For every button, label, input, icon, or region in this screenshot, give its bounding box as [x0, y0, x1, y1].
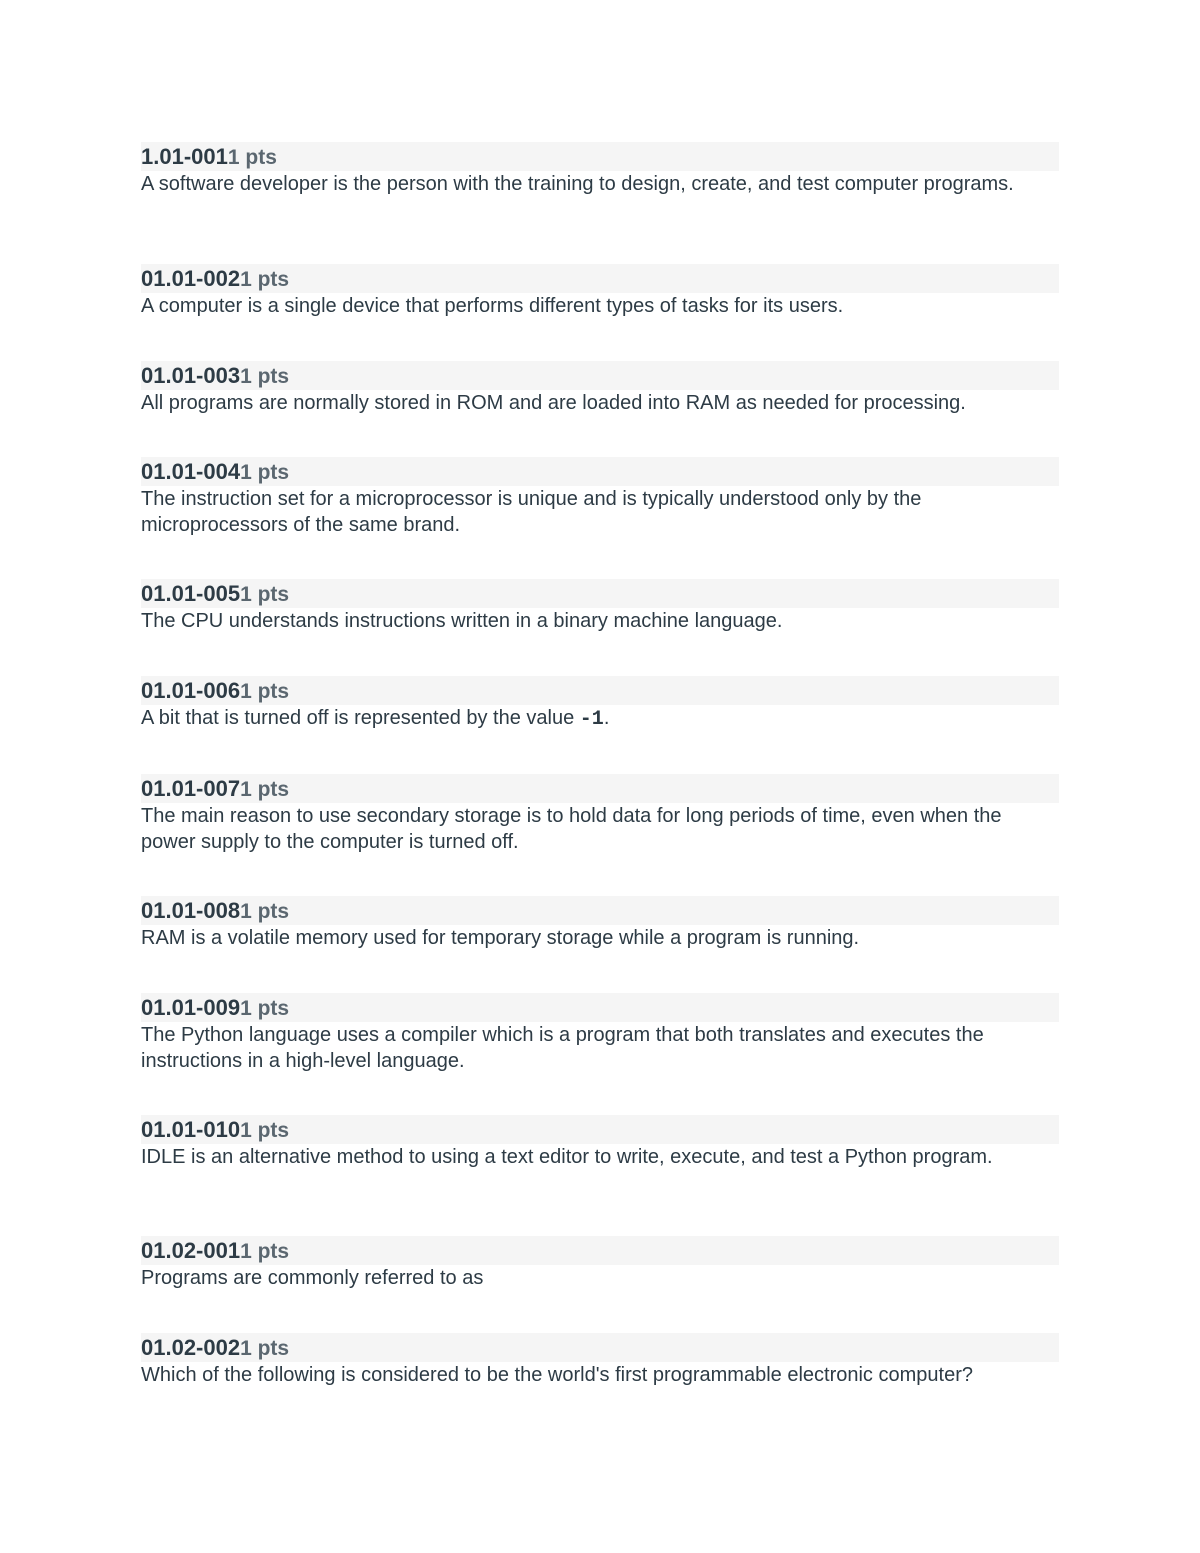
question-text: The CPU understands instructions written in a binary machine language. [141, 610, 783, 632]
question-points: 1 pts [240, 1337, 290, 1360]
question-item [141, 264, 1059, 320]
question-text-end: . [603, 707, 610, 729]
question-item [141, 361, 1059, 417]
question-text [141, 706, 1059, 733]
code-value: -1 [579, 708, 604, 731]
question-points: 1 pts [240, 1119, 290, 1142]
question-text-start: A bit that is turned off is represented by the value [141, 707, 580, 729]
question-item [141, 1236, 1059, 1292]
question-points: 1 pts [240, 1240, 290, 1263]
question-id: 01.01-005 [141, 581, 241, 606]
question-text: The instruction set for a microprocessor is unique and is typically understood only by the microprocessors of the same brand. [141, 488, 922, 536]
question-points: 1 pts [240, 365, 290, 388]
question-header [141, 361, 1059, 390]
question-header [141, 1333, 1059, 1362]
question-header [141, 579, 1059, 608]
question-header [141, 264, 1059, 293]
question-item [141, 774, 1059, 855]
question-text: Programs are commonly referred to as [141, 1267, 484, 1289]
question-id: 01.01-002 [141, 266, 241, 291]
question-text: The Python language uses a compiler which is a program that both translates and executes the instructions in a high-level language. [141, 1024, 984, 1072]
question-item [141, 1115, 1059, 1171]
question-points: 1 pts [240, 997, 290, 1020]
question-id: 01.01-006 [141, 678, 241, 703]
question-id: 01.01-008 [141, 898, 241, 923]
question-points: 1 pts [240, 583, 290, 606]
question-text: A software developer is the person with the training to design, create, and test computer programs. [141, 173, 1014, 195]
question-points: 1 pts [240, 268, 290, 291]
question-points: 1 pts [240, 461, 290, 484]
question-item [141, 457, 1059, 538]
question-id: 01.02-001 [141, 1238, 241, 1263]
question-item [141, 993, 1059, 1074]
question-id: 01.02-002 [141, 1335, 241, 1360]
question-id: 01.01-009 [141, 995, 241, 1020]
question-item [141, 676, 1059, 733]
question-text: Which of the following is considered to be the world's first programmable electronic computer? [141, 1364, 973, 1386]
question-item [141, 1333, 1059, 1389]
question-header [141, 774, 1059, 803]
question-id: 01.01-004 [141, 459, 241, 484]
question-id: 01.01-007 [141, 776, 241, 801]
question-id: 1.01-001 [141, 144, 228, 169]
question-header [141, 896, 1059, 925]
question-header [141, 1115, 1059, 1144]
question-header [141, 993, 1059, 1022]
question-header [141, 676, 1059, 705]
question-points: 1 pts [240, 900, 290, 923]
question-text: A computer is a single device that performs different types of tasks for its users. [141, 295, 844, 317]
question-text: IDLE is an alternative method to using a text editor to write, execute, and test a Python program. [141, 1146, 993, 1168]
question-text: The main reason to use secondary storage is to hold data for long periods of time, even when the power supply to the computer is turned off. [141, 805, 1002, 853]
question-header [141, 142, 1059, 171]
question-points: 1 pts [240, 778, 290, 801]
question-points: 1 pts [227, 146, 277, 169]
question-item [141, 142, 1059, 198]
question-item [141, 896, 1059, 952]
question-id: 01.01-010 [141, 1117, 241, 1142]
question-points: 1 pts [240, 680, 290, 703]
question-header [141, 457, 1059, 486]
question-text: All programs are normally stored in ROM and are loaded into RAM as needed for processing. [141, 392, 966, 414]
question-id: 01.01-003 [141, 363, 241, 388]
question-item [141, 579, 1059, 635]
question-header [141, 1236, 1059, 1265]
question-text: RAM is a volatile memory used for temporary storage while a program is running. [141, 927, 860, 949]
